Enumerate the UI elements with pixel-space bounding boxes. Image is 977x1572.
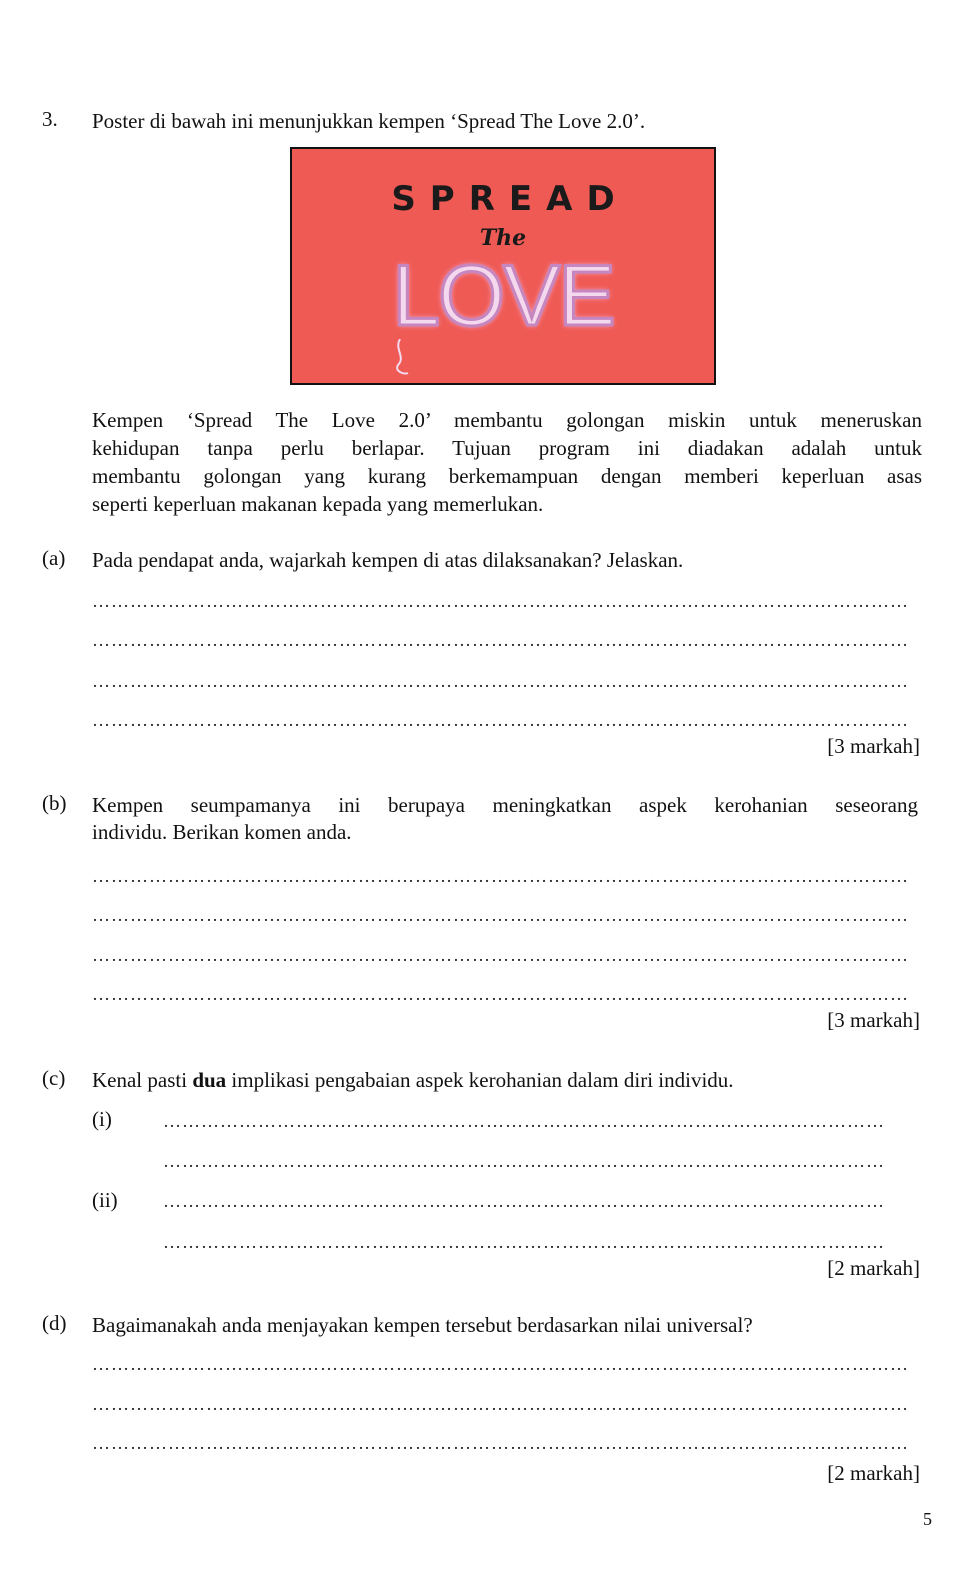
answer-line[interactable]: ………………………………………………………………………………………………………………… — [92, 866, 909, 886]
poster-love-neon-text: LOVE — [392, 248, 614, 344]
part-a-marks: [3 markah] — [827, 734, 920, 758]
paragraph-line-3: membantu golongan yang kurang berkemampuan dengan memberi keperluan asas — [92, 464, 922, 488]
part-b-question-line-1: Kempen seumpamanya ini berupaya meningkatkan aspek kerohanian seseorang — [92, 793, 918, 817]
part-d-label: (d) — [42, 1311, 67, 1335]
part-c-marks: [2 markah] — [827, 1256, 920, 1280]
neon-cord-icon — [392, 339, 422, 379]
answer-line[interactable]: …………………………………………………………………………………………………… — [163, 1232, 885, 1252]
paragraph-line-1: Kempen ‘Spread The Love 2.0’ membantu golongan miskin untuk meneruskan — [92, 408, 922, 432]
part-d-question: Bagaimanakah anda menjayakan kempen tersebut berdasarkan nilai universal? — [92, 1313, 753, 1337]
answer-line[interactable]: ………………………………………………………………………………………………………………… — [92, 945, 909, 965]
part-c-sub-ii-label: (ii) — [92, 1188, 118, 1212]
answer-line[interactable]: …………………………………………………………………………………………………… — [163, 1151, 885, 1171]
answer-line[interactable]: ………………………………………………………………………………………………………………… — [92, 671, 909, 691]
question-number: 3. — [42, 107, 58, 131]
part-d-marks: [2 markah] — [827, 1461, 920, 1485]
answer-line[interactable]: ………………………………………………………………………………………………………………… — [92, 1433, 909, 1453]
part-b-question-line-2: individu. Berikan komen anda. — [92, 820, 352, 844]
answer-line[interactable]: ………………………………………………………………………………………………………………… — [92, 710, 909, 730]
part-c-label: (c) — [42, 1066, 66, 1090]
poster-spread-text: SPREAD — [391, 179, 629, 219]
part-b-label: (b) — [42, 791, 67, 815]
emphasis-dua: dua — [192, 1068, 227, 1092]
poster-the-text: The — [479, 225, 527, 251]
part-a-question: Pada pendapat anda, wajarkah kempen di atas dilaksanakan? Jelaskan. — [92, 548, 684, 572]
campaign-poster — [290, 147, 716, 385]
answer-line[interactable]: …………………………………………………………………………………………………… — [163, 1191, 885, 1211]
part-b-marks: [3 markah] — [827, 1008, 920, 1032]
page-number: 5 — [923, 1509, 932, 1529]
part-a-label: (a) — [42, 546, 66, 570]
answer-line[interactable]: ………………………………………………………………………………………………………………… — [92, 984, 909, 1004]
answer-line[interactable]: ………………………………………………………………………………………………………………… — [92, 1354, 909, 1374]
question-intro: Poster di bawah ini menunjukkan kempen ‘Spread The Love 2.0’. — [92, 109, 646, 133]
answer-line[interactable]: ………………………………………………………………………………………………………………… — [92, 630, 909, 650]
part-c-question: Kenal pasti dua implikasi pengabaian aspek kerohanian dalam diri individu. — [92, 1068, 734, 1092]
part-c-sub-i-label: (i) — [92, 1107, 112, 1131]
answer-line[interactable]: ………………………………………………………………………………………………………………… — [92, 905, 909, 925]
answer-line[interactable]: …………………………………………………………………………………………………… — [163, 1111, 885, 1131]
answer-line[interactable]: ………………………………………………………………………………………………………………… — [92, 1394, 909, 1414]
paragraph-line-4: seperti keperluan makanan kepada yang memerlukan. — [92, 492, 544, 516]
answer-line[interactable]: ………………………………………………………………………………………………………………… — [92, 591, 909, 611]
paragraph-line-2: kehidupan tanpa perlu berlapar. Tujuan program ini diadakan adalah untuk — [92, 436, 922, 460]
